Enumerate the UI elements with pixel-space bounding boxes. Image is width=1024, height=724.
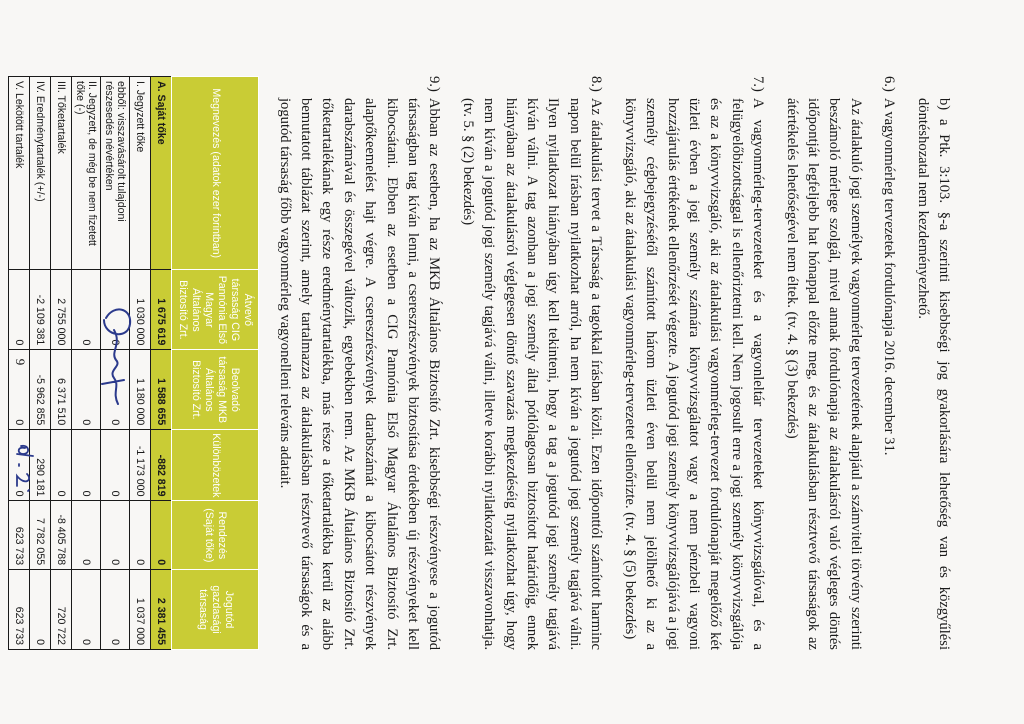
cell-acquiring: 0 [9, 270, 30, 350]
item-7-text: A vagyonmérleg-tervezeteket és a vagyonleltár tervezeteket könyvvizsgálóval, és a felügyelőbizottsággal is ellenőriztetni kell. Nem jogosult erre a jogi személy könyvvizsgálója és az a könyvvizsgáló, aki az átalakulási vagyonmérleg-tervezet fordulónapját megelőző két üzleti évben a jogi személy számára könyvvizsgálatot vagy a nem pénzbeli vagyoni hozzájárulás értékének ellenőrzését végezte. A jogutód jogi személy könyvvizsgálójává a jogi személy cégbejegyzésétől számított három üzleti éven belül nem jelölhető ki az a könyvvizsgáló, aki az átalakulási vagyonmérleg-tervezetet ellenőrizte. (tv. 4. § (5) bekezdés) [621, 98, 767, 650]
cell-difference: 0 [72, 430, 101, 501]
cell-merging: 6 371 510 [51, 350, 72, 430]
row-label: A. Saját tőke [151, 77, 172, 270]
handwritten-signature [84, 300, 144, 420]
table-row [151, 77, 172, 650]
item-6-text: A vagyonmérleg tervezetek fordulónapja 2016. december 31. [881, 98, 898, 456]
cell-settlement: 0 [101, 501, 130, 570]
cell-merging: 0 [101, 350, 130, 430]
cell-acquiring: 2 755 000 [51, 270, 72, 350]
item-7-number: 7.) [750, 76, 767, 92]
row-label: V. Lekötött tartalék [9, 77, 30, 270]
cell-settlement: 0 [151, 501, 172, 570]
cell-difference: -882 819 [151, 430, 172, 501]
item-7 [618, 76, 768, 650]
cell-successor: 2 381 455 [151, 570, 172, 650]
cell-difference: 0 [9, 430, 30, 501]
cell-difference: 0 [101, 430, 130, 501]
paragraph-b: b) a Ptk. 3:103. §-a szerinti kisebbségi jog gyakorlására lehetőség van és közgyűlési döntéshozatal nem kezdeményezhető. [914, 98, 952, 650]
header-successor: Jogutód gazdasági társaság [172, 570, 259, 650]
cell-acquiring: 1 675 619 [151, 270, 172, 350]
table-row [51, 77, 72, 650]
item-8 [456, 76, 606, 650]
cell-successor: 0 [30, 570, 51, 650]
item-8-text: Az átalakulási tervet a Társaság a tagokkal írásban közli. Ezen időponttól számított harminc napon belül írásban nyilatkozhat arról, ha nem kíván a jogutód jogi személy tagjává válni. Ilyen nyilatkozat hiányában úgy kell tekinteni, hogy a tag a jogutód jogi személy tagjává kíván válni. A tag azonban a jogi személy által pótlólagosan biztosított határidőig, ennek hiányában az átalakulásról véglegesen döntő szavazás megkezdéséig nyilatkozhat úgy, hogy nem kíván a jogutód jogi személy tagjává válni, illetve korábbi nyilatkozatát visszavonhatja. (tv. 5. § (2) bekezdés) [459, 98, 605, 650]
header-name: Megnevezés (adatok ezer forintban) [172, 77, 259, 270]
page-number: 9 [13, 358, 28, 366]
table-row [30, 77, 51, 650]
cell-difference: 0 [51, 430, 72, 501]
cell-successor: 0 [72, 570, 101, 650]
item-9 [273, 76, 444, 650]
cell-difference: -1 173 000 [130, 430, 151, 501]
cell-difference: 290 181 [30, 430, 51, 501]
row-label: ebből: visszavásárolt tulajdoni részesedés névértéken [101, 77, 130, 270]
cell-merging: 0 [9, 350, 30, 430]
cell-merging: 1 180 000 [130, 350, 151, 430]
header-merging: Beolvadó társaság MKB Általános Biztosító Zrt. [172, 350, 259, 430]
cell-merging: 0 [72, 350, 101, 430]
cell-successor: 720 722 [51, 570, 72, 650]
cell-successor: 0 [101, 570, 130, 650]
item-6-number: 6.) [881, 76, 898, 92]
cell-settlement: 0 [72, 501, 101, 570]
cell-acquiring: 0 [72, 270, 101, 350]
cell-acquiring: 0 [101, 270, 130, 350]
cell-merging: 1 588 655 [151, 350, 172, 430]
cell-settlement: -8 405 788 [51, 501, 72, 570]
header-settlement: Rendezés (Saját tőke) [172, 501, 259, 570]
cell-settlement: 0 [130, 501, 151, 570]
row-label: IV. Eredménytartalék (+/-) [30, 77, 51, 270]
cell-merging: -5 962 855 [30, 350, 51, 430]
row-label: I. Jegyzett tőke [130, 77, 151, 270]
header-acquiring: Átvevő társaság CIG Pannónia Első Magyar Általános Biztosító Zrt. [172, 270, 259, 350]
cell-settlement: 7 782 055 [30, 501, 51, 570]
item-6-body: Az átalakuló jogi személyek vagyonmérleg tervezetének alapjául a számviteli törvény szerinti beszámoló mérlege szolgál, mivel annak fordulónapja az átalakulásról való végleges döntés időpontját legfeljebb hat hónappal előzte meg, és az átalakulásban résztvevő társaságok az átértékelés lehetőségével nem éltek. (tv. 4. § (3) bekezdés) [783, 98, 864, 650]
cell-acquiring: 1 030 000 [130, 270, 151, 350]
item-6 [878, 76, 899, 650]
cell-successor: 1 037 000 [130, 570, 151, 650]
row-label: II. Jegyzett, de még be nem fizetett tőke (-) [72, 77, 101, 270]
cell-acquiring: -2 109 381 [30, 270, 51, 350]
equity-table-header-row [172, 77, 259, 650]
header-differences: Különbözetek [172, 430, 259, 501]
item-8-number: 8.) [588, 76, 605, 92]
cell-settlement: 623 733 [9, 501, 30, 570]
cell-successor: 623 733 [9, 570, 30, 650]
item-9-number: 9.) [426, 76, 443, 92]
row-label: III. Tőketartalék [51, 77, 72, 270]
item-9-text: Abban az esetben, ha az MKB Általános Biztosító Zrt. kisebbségi részvényese a jogutód társaságban tag kíván lenni, a csereszrészvények biztosítása érdekében új részvényeket kell kibocsátani. Ebben az esetben a CIG Pannónia Első Magyar Általános Biztosító Zrt. alaptőkeemelést hajt végre. A csereszrészvények darabszámát a kibocsátott részvények darabszámával és összegével változik, egyebekben nem. Az MKB Általános Biztosító Zrt. tőketartalékának egy része eredménytartalékba, más része a tőketartalékba kerül az alább bemutatott táblázat szerint, amely tartalmazza az átalakulásban résztvevő társaságok és a jogutód társaság főbb vagyonmérleg vagyonelleni releváns adatait. [276, 98, 443, 650]
